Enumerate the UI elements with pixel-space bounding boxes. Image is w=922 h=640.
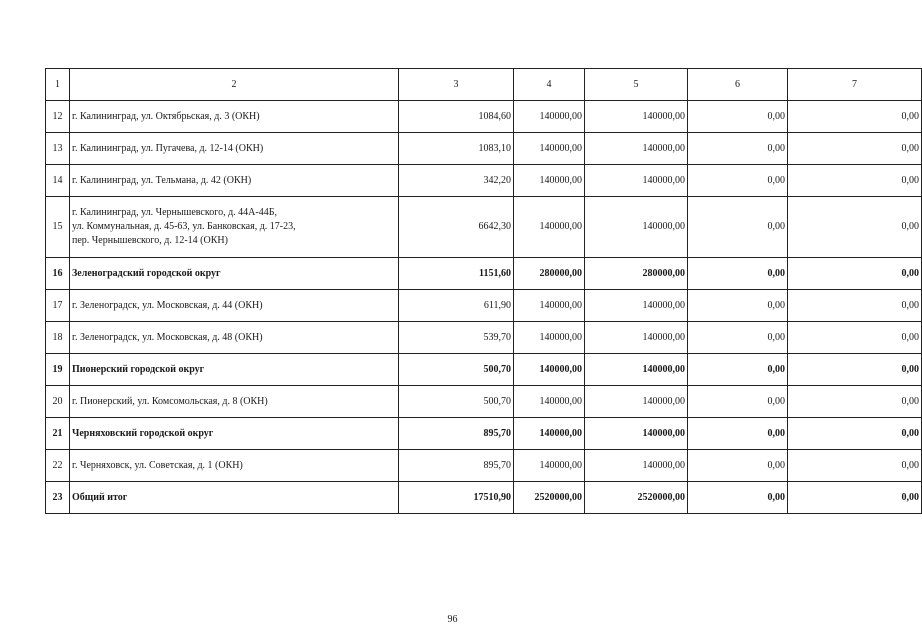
amount-cell: 0,00 — [788, 133, 922, 165]
amount-cell: 0,00 — [788, 386, 922, 418]
area-cell: 895,70 — [399, 450, 514, 482]
amount-cell: 0,00 — [788, 450, 922, 482]
row-number-cell: 14 — [46, 165, 70, 197]
row-number-cell: 16 — [46, 258, 70, 290]
header-cell: 5 — [585, 69, 688, 101]
amount-cell: 140000,00 — [514, 450, 585, 482]
amount-cell: 0,00 — [688, 133, 788, 165]
row-number-cell: 13 — [46, 133, 70, 165]
amount-cell: 140000,00 — [585, 101, 688, 133]
row-name-cell: г. Калининград, ул. Пугачева, д. 12-14 (ОКН) — [70, 133, 399, 165]
row-number-cell: 22 — [46, 450, 70, 482]
amount-cell: 0,00 — [688, 258, 788, 290]
area-cell: 17510,90 — [399, 482, 514, 514]
amount-cell: 0,00 — [788, 322, 922, 354]
amount-cell: 0,00 — [688, 322, 788, 354]
row-number-cell: 18 — [46, 322, 70, 354]
amount-cell: 0,00 — [788, 418, 922, 450]
table-row — [46, 322, 922, 354]
row-name-cell: г. Пионерский, ул. Комсомольская, д. 8 (ОКН) — [70, 386, 399, 418]
amount-cell: 140000,00 — [585, 197, 688, 258]
amount-cell: 140000,00 — [585, 133, 688, 165]
header-cell: 2 — [70, 69, 399, 101]
area-cell: 342,20 — [399, 165, 514, 197]
amount-cell: 2520000,00 — [585, 482, 688, 514]
header-cell: 3 — [399, 69, 514, 101]
amount-cell: 0,00 — [688, 101, 788, 133]
row-name-cell: г. Калининград, ул. Чернышевского, д. 44А-44Б, ул. Коммунальная, д. 45-63, ул. Банковская, д. 17-23, пер. Чернышевского, д. 12-14 (ОКН) — [70, 197, 399, 258]
amount-cell: 140000,00 — [514, 290, 585, 322]
amount-cell: 140000,00 — [514, 133, 585, 165]
row-name-cell: г. Зеленоградск, ул. Московская, д. 44 (ОКН) — [70, 290, 399, 322]
amount-cell: 140000,00 — [514, 197, 585, 258]
amount-cell: 140000,00 — [514, 165, 585, 197]
amount-cell: 140000,00 — [585, 418, 688, 450]
amount-cell: 140000,00 — [585, 322, 688, 354]
amount-cell: 140000,00 — [514, 322, 585, 354]
amount-cell: 140000,00 — [585, 165, 688, 197]
header-cell: 4 — [514, 69, 585, 101]
row-number-cell: 20 — [46, 386, 70, 418]
row-number-cell: 15 — [46, 197, 70, 258]
table-row — [46, 418, 922, 450]
table-row — [46, 386, 922, 418]
amount-cell: 0,00 — [788, 290, 922, 322]
row-name-cell: Пионерский городской округ — [70, 354, 399, 386]
header-cell: 1 — [46, 69, 70, 101]
row-number-cell: 21 — [46, 418, 70, 450]
amount-cell: 2520000,00 — [514, 482, 585, 514]
table-row — [46, 450, 922, 482]
amount-cell: 280000,00 — [585, 258, 688, 290]
row-name-cell: Черняховский городской округ — [70, 418, 399, 450]
page-number: 96 — [447, 614, 458, 625]
amount-cell: 0,00 — [688, 418, 788, 450]
row-name-cell: г. Калининград, ул. Октябрьская, д. 3 (ОКН) — [70, 101, 399, 133]
amount-cell: 0,00 — [788, 197, 922, 258]
amount-cell: 140000,00 — [585, 450, 688, 482]
row-name-cell: г. Зеленоградск, ул. Московская, д. 48 (ОКН) — [70, 322, 399, 354]
amount-cell: 0,00 — [688, 197, 788, 258]
amount-cell: 0,00 — [788, 165, 922, 197]
row-name-cell: Общий итог — [70, 482, 399, 514]
area-cell: 6642,30 — [399, 197, 514, 258]
table-row — [46, 290, 922, 322]
row-number-cell: 19 — [46, 354, 70, 386]
row-name-cell: г. Калининград, ул. Тельмана, д. 42 (ОКН) — [70, 165, 399, 197]
row-name-cell: Зеленоградский городской округ — [70, 258, 399, 290]
area-cell: 1084,60 — [399, 101, 514, 133]
data-table — [45, 68, 922, 514]
amount-cell: 140000,00 — [585, 386, 688, 418]
header-cell: 6 — [688, 69, 788, 101]
amount-cell: 0,00 — [688, 482, 788, 514]
amount-cell: 0,00 — [788, 482, 922, 514]
amount-cell: 280000,00 — [514, 258, 585, 290]
amount-cell: 0,00 — [788, 258, 922, 290]
row-name-cell: г. Черняховск, ул. Советская, д. 1 (ОКН) — [70, 450, 399, 482]
header-cell: 7 — [788, 69, 922, 101]
header-row — [46, 69, 922, 101]
amount-cell: 140000,00 — [514, 101, 585, 133]
row-number-cell: 12 — [46, 101, 70, 133]
row-number-cell: 23 — [46, 482, 70, 514]
table-row — [46, 197, 922, 258]
table-row — [46, 101, 922, 133]
area-cell: 1083,10 — [399, 133, 514, 165]
amount-cell: 0,00 — [688, 450, 788, 482]
amount-cell: 0,00 — [788, 101, 922, 133]
area-cell: 895,70 — [399, 418, 514, 450]
amount-cell: 140000,00 — [514, 386, 585, 418]
amount-cell: 140000,00 — [585, 354, 688, 386]
table-row — [46, 133, 922, 165]
table-row — [46, 165, 922, 197]
table-row — [46, 354, 922, 386]
amount-cell: 0,00 — [788, 354, 922, 386]
amount-cell: 0,00 — [688, 290, 788, 322]
area-cell: 500,70 — [399, 386, 514, 418]
amount-cell: 140000,00 — [514, 354, 585, 386]
amount-cell: 0,00 — [688, 354, 788, 386]
amount-cell: 0,00 — [688, 386, 788, 418]
area-cell: 611,90 — [399, 290, 514, 322]
table-row — [46, 258, 922, 290]
amount-cell: 0,00 — [688, 165, 788, 197]
table-row — [46, 482, 922, 514]
amount-cell: 140000,00 — [514, 418, 585, 450]
area-cell: 539,70 — [399, 322, 514, 354]
area-cell: 1151,60 — [399, 258, 514, 290]
row-number-cell: 17 — [46, 290, 70, 322]
area-cell: 500,70 — [399, 354, 514, 386]
amount-cell: 140000,00 — [585, 290, 688, 322]
